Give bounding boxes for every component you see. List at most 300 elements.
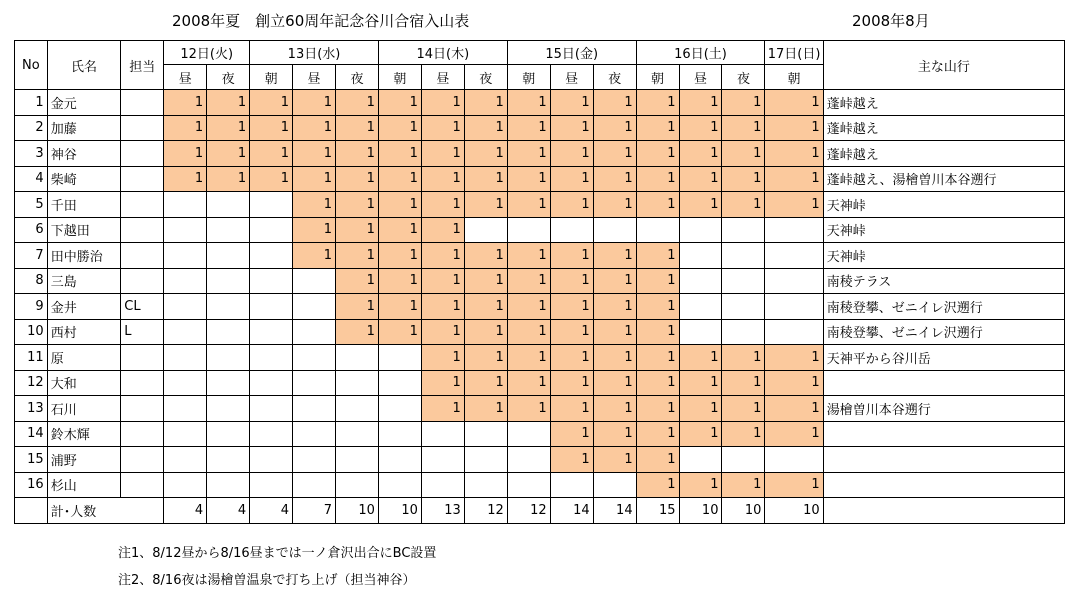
row-role: [121, 166, 164, 192]
row-name: 石川: [47, 396, 121, 422]
slot-cell: [722, 243, 765, 269]
row-name: 三島: [47, 268, 121, 294]
header-role: 担当: [121, 41, 164, 90]
slot-cell: 1: [464, 268, 507, 294]
total-cell: 12: [464, 498, 507, 524]
table-row: [15, 141, 1065, 167]
slot-cell: 1: [593, 294, 636, 320]
slot-cell: 1: [421, 396, 464, 422]
slot-cell: 1: [421, 90, 464, 116]
slot-cell: 1: [679, 370, 722, 396]
slot-cell: 1: [164, 115, 207, 141]
slot-cell: 1: [765, 370, 823, 396]
slot-cell: [335, 345, 378, 371]
slot-cell: 1: [507, 166, 550, 192]
slot-cell: 1: [636, 166, 679, 192]
slot-cell: 1: [636, 396, 679, 422]
slot-cell: 1: [636, 141, 679, 167]
row-route: 蓬峠越え、湯檜曽川本谷遡行: [823, 166, 1064, 192]
table-row: [15, 166, 1065, 192]
header-slot: 夜: [722, 65, 765, 90]
slot-cell: [164, 192, 207, 218]
slot-cell: 1: [464, 345, 507, 371]
slot-cell: 1: [593, 268, 636, 294]
slot-cell: [250, 421, 293, 447]
row-no: 16: [15, 472, 48, 498]
table-row: [15, 396, 1065, 422]
slot-cell: [464, 421, 507, 447]
slot-cell: 1: [293, 141, 336, 167]
slot-cell: 1: [507, 345, 550, 371]
row-no: 3: [15, 141, 48, 167]
page-title: 2008年夏 創立60周年記念谷川合宿入山表: [172, 12, 470, 30]
total-cell: 14: [593, 498, 636, 524]
slot-cell: 1: [507, 115, 550, 141]
table-row: [15, 90, 1065, 116]
row-route: 南稜登攀、ゼニイレ沢遡行: [823, 294, 1064, 320]
total-cell: 10: [722, 498, 765, 524]
header-slot: 夜: [207, 65, 250, 90]
total-cell: 10: [679, 498, 722, 524]
slot-cell: 1: [421, 294, 464, 320]
slot-cell: [207, 294, 250, 320]
slot-cell: 1: [464, 243, 507, 269]
slot-cell: [765, 294, 823, 320]
row-name: 神谷: [47, 141, 121, 167]
row-no: 4: [15, 166, 48, 192]
row-role: [121, 345, 164, 371]
schedule-table: [14, 40, 1065, 524]
slot-cell: 1: [550, 421, 593, 447]
row-no: 8: [15, 268, 48, 294]
row-route: 南稜登攀、ゼニイレ沢遡行: [823, 319, 1064, 345]
slot-cell: [679, 268, 722, 294]
slot-cell: 1: [164, 166, 207, 192]
slot-cell: [164, 345, 207, 371]
slot-cell: 1: [550, 243, 593, 269]
slot-cell: [765, 319, 823, 345]
table-row: [15, 319, 1065, 345]
slot-cell: [250, 192, 293, 218]
slot-cell: [164, 447, 207, 473]
table-row: [15, 217, 1065, 243]
row-role: [121, 472, 164, 498]
row-name: 柴崎: [47, 166, 121, 192]
slot-cell: 1: [550, 268, 593, 294]
slot-cell: 1: [207, 166, 250, 192]
row-route: 南稜テラス: [823, 268, 1064, 294]
total-cell: 10: [335, 498, 378, 524]
slot-cell: 1: [507, 396, 550, 422]
slot-cell: 1: [722, 166, 765, 192]
slot-cell: 1: [636, 447, 679, 473]
row-name: 浦野: [47, 447, 121, 473]
slot-cell: 1: [636, 345, 679, 371]
slot-cell: 1: [550, 115, 593, 141]
slot-cell: 1: [679, 115, 722, 141]
slot-cell: 1: [679, 421, 722, 447]
slot-cell: 1: [636, 370, 679, 396]
slot-cell: [207, 243, 250, 269]
slot-cell: 1: [378, 243, 421, 269]
slot-cell: 1: [593, 192, 636, 218]
row-route: 蓬峠越え: [823, 141, 1064, 167]
slot-cell: [765, 243, 823, 269]
header-no: No: [15, 41, 48, 90]
header-day: 13日(水): [250, 41, 379, 65]
table-row: [15, 447, 1065, 473]
slot-cell: 1: [722, 192, 765, 218]
slot-cell: 1: [550, 396, 593, 422]
slot-cell: 1: [507, 243, 550, 269]
table-row: [15, 243, 1065, 269]
slot-cell: 1: [464, 294, 507, 320]
slot-cell: 1: [550, 166, 593, 192]
slot-cell: [679, 217, 722, 243]
slot-cell: 1: [293, 90, 336, 116]
slot-cell: 1: [593, 421, 636, 447]
slot-cell: 1: [507, 268, 550, 294]
slot-cell: [722, 268, 765, 294]
slot-cell: 1: [164, 90, 207, 116]
row-route: 天神平から谷川岳: [823, 345, 1064, 371]
totals-route-blank: [823, 498, 1064, 524]
slot-cell: [421, 421, 464, 447]
slot-cell: 1: [593, 370, 636, 396]
slot-cell: [421, 447, 464, 473]
table-body: [15, 90, 1065, 524]
slot-cell: 1: [679, 166, 722, 192]
slot-cell: [335, 472, 378, 498]
slot-cell: 1: [335, 243, 378, 269]
row-role: [121, 141, 164, 167]
slot-cell: 1: [593, 345, 636, 371]
slot-cell: 1: [250, 115, 293, 141]
slot-cell: [164, 294, 207, 320]
slot-cell: [293, 370, 336, 396]
header-slot: 昼: [421, 65, 464, 90]
slot-cell: [207, 345, 250, 371]
slot-cell: [335, 370, 378, 396]
slot-cell: [164, 421, 207, 447]
slot-cell: 1: [250, 166, 293, 192]
slot-cell: 1: [765, 345, 823, 371]
total-cell: 12: [507, 498, 550, 524]
slot-cell: 1: [722, 345, 765, 371]
slot-cell: 1: [464, 319, 507, 345]
slot-cell: [250, 243, 293, 269]
slot-cell: [722, 217, 765, 243]
slot-cell: 1: [250, 90, 293, 116]
slot-cell: 1: [378, 141, 421, 167]
row-role: [121, 217, 164, 243]
slot-cell: [207, 472, 250, 498]
slot-cell: 1: [378, 90, 421, 116]
slot-cell: [722, 294, 765, 320]
slot-cell: 1: [421, 115, 464, 141]
slot-cell: [164, 472, 207, 498]
slot-cell: 1: [293, 166, 336, 192]
slot-cell: 1: [335, 192, 378, 218]
slot-cell: 1: [207, 115, 250, 141]
slot-cell: [593, 217, 636, 243]
slot-cell: 1: [421, 141, 464, 167]
header-day: 17日(日): [765, 41, 823, 65]
slot-cell: 1: [421, 217, 464, 243]
slot-cell: [679, 243, 722, 269]
slot-cell: [679, 319, 722, 345]
document-date: 2008年8月: [852, 12, 930, 30]
slot-cell: 1: [765, 421, 823, 447]
slot-cell: 1: [378, 268, 421, 294]
slot-cell: [507, 472, 550, 498]
slot-cell: 1: [464, 396, 507, 422]
slot-cell: [207, 192, 250, 218]
slot-cell: 1: [593, 166, 636, 192]
slot-cell: 1: [378, 294, 421, 320]
slot-cell: [207, 268, 250, 294]
row-no: 12: [15, 370, 48, 396]
table-row: [15, 294, 1065, 320]
slot-cell: 1: [293, 192, 336, 218]
row-route: 蓬峠越え: [823, 90, 1064, 116]
slot-cell: [378, 447, 421, 473]
slot-cell: 1: [550, 447, 593, 473]
row-no: 9: [15, 294, 48, 320]
slot-cell: [722, 447, 765, 473]
totals-row: [15, 498, 1065, 524]
slot-cell: [164, 217, 207, 243]
header-slot: 昼: [164, 65, 207, 90]
slot-cell: 1: [765, 396, 823, 422]
slot-cell: 1: [378, 192, 421, 218]
row-route: [823, 421, 1064, 447]
slot-cell: 1: [593, 319, 636, 345]
slot-cell: 1: [507, 294, 550, 320]
slot-cell: [421, 472, 464, 498]
slot-cell: 1: [464, 370, 507, 396]
slot-cell: [765, 447, 823, 473]
slot-cell: 1: [765, 192, 823, 218]
slot-cell: 1: [679, 396, 722, 422]
header-slot: 朝: [507, 65, 550, 90]
row-route: 天神峠: [823, 217, 1064, 243]
slot-cell: [765, 217, 823, 243]
slot-cell: 1: [421, 370, 464, 396]
row-name: 鈴木輝: [47, 421, 121, 447]
slot-cell: [250, 447, 293, 473]
slot-cell: [293, 345, 336, 371]
slot-cell: 1: [464, 115, 507, 141]
row-role: CL: [121, 294, 164, 320]
header-slot: 朝: [250, 65, 293, 90]
slot-cell: 1: [421, 345, 464, 371]
slot-cell: 1: [636, 268, 679, 294]
slot-cell: [207, 370, 250, 396]
slot-cell: 1: [335, 294, 378, 320]
slot-cell: 1: [722, 421, 765, 447]
slot-cell: 1: [593, 447, 636, 473]
slot-cell: 1: [378, 319, 421, 345]
row-no: 15: [15, 447, 48, 473]
slot-cell: 1: [550, 294, 593, 320]
total-cell: 15: [636, 498, 679, 524]
slot-cell: 1: [464, 90, 507, 116]
slot-cell: 1: [765, 141, 823, 167]
slot-cell: 1: [550, 345, 593, 371]
slot-cell: [293, 396, 336, 422]
slot-cell: 1: [593, 115, 636, 141]
row-name: 西村: [47, 319, 121, 345]
slot-cell: 1: [293, 243, 336, 269]
header-slot: 朝: [765, 65, 823, 90]
total-cell: 13: [421, 498, 464, 524]
header-slot: 昼: [550, 65, 593, 90]
slot-cell: [207, 396, 250, 422]
slot-cell: 1: [722, 115, 765, 141]
header-slot: 昼: [679, 65, 722, 90]
row-no: 6: [15, 217, 48, 243]
slot-cell: [464, 217, 507, 243]
slot-cell: [550, 472, 593, 498]
row-route: [823, 472, 1064, 498]
slot-cell: 1: [679, 345, 722, 371]
slot-cell: [164, 268, 207, 294]
total-cell: 4: [164, 498, 207, 524]
totals-label: 計･人数: [47, 498, 164, 524]
slot-cell: [207, 217, 250, 243]
slot-cell: 1: [335, 90, 378, 116]
row-name: 金井: [47, 294, 121, 320]
slot-cell: 1: [636, 90, 679, 116]
row-name: 大和: [47, 370, 121, 396]
slot-cell: 1: [636, 115, 679, 141]
slot-cell: [164, 243, 207, 269]
slot-cell: 1: [550, 370, 593, 396]
slot-cell: [507, 447, 550, 473]
header-name: 氏名: [47, 41, 121, 90]
slot-cell: [722, 319, 765, 345]
slot-cell: 1: [464, 192, 507, 218]
slot-cell: [293, 421, 336, 447]
slot-cell: [378, 421, 421, 447]
slot-cell: 1: [378, 166, 421, 192]
slot-cell: 1: [636, 192, 679, 218]
slot-cell: [250, 268, 293, 294]
header-day: 16日(土): [636, 41, 765, 65]
slot-cell: [250, 370, 293, 396]
slot-cell: [550, 217, 593, 243]
slot-cell: 1: [335, 319, 378, 345]
slot-cell: 1: [335, 115, 378, 141]
row-name: 金元: [47, 90, 121, 116]
row-route: 湯檜曽川本谷遡行: [823, 396, 1064, 422]
slot-cell: [464, 472, 507, 498]
header-day: 12日(火): [164, 41, 250, 65]
slot-cell: [765, 268, 823, 294]
slot-cell: [164, 319, 207, 345]
slot-cell: 1: [636, 421, 679, 447]
slot-cell: 1: [593, 243, 636, 269]
slot-cell: 1: [250, 141, 293, 167]
row-role: [121, 370, 164, 396]
slot-cell: 1: [636, 319, 679, 345]
table-row: [15, 472, 1065, 498]
slot-cell: 1: [378, 217, 421, 243]
slot-cell: 1: [722, 472, 765, 498]
slot-cell: [507, 421, 550, 447]
row-route: [823, 370, 1064, 396]
row-no: 2: [15, 115, 48, 141]
row-name: 田中勝治: [47, 243, 121, 269]
row-route: [823, 447, 1064, 473]
row-role: [121, 421, 164, 447]
slot-cell: [250, 217, 293, 243]
slot-cell: 1: [421, 166, 464, 192]
slot-cell: [507, 217, 550, 243]
slot-cell: 1: [593, 90, 636, 116]
table-row: [15, 115, 1065, 141]
slot-cell: 1: [765, 166, 823, 192]
slot-cell: [293, 268, 336, 294]
total-cell: 10: [378, 498, 421, 524]
header-slot: 朝: [378, 65, 421, 90]
slot-cell: [293, 294, 336, 320]
row-role: [121, 396, 164, 422]
slot-cell: [464, 447, 507, 473]
slot-cell: 1: [507, 319, 550, 345]
total-cell: 14: [550, 498, 593, 524]
slot-cell: [250, 345, 293, 371]
slot-cell: [378, 345, 421, 371]
slot-cell: 1: [335, 166, 378, 192]
row-name: 加藤: [47, 115, 121, 141]
slot-cell: 1: [550, 192, 593, 218]
row-role: [121, 243, 164, 269]
row-no: 7: [15, 243, 48, 269]
slot-cell: 1: [464, 166, 507, 192]
header-slot: 夜: [464, 65, 507, 90]
note-2: 注2、8/16夜は湯檜曽温泉で打ち上げ（担当神谷）: [118, 573, 416, 588]
slot-cell: 1: [722, 90, 765, 116]
row-role: [121, 192, 164, 218]
total-cell: 7: [293, 498, 336, 524]
row-route: 天神峠: [823, 192, 1064, 218]
slot-cell: [378, 370, 421, 396]
slot-cell: 1: [421, 192, 464, 218]
total-cell: 4: [250, 498, 293, 524]
slot-cell: 1: [335, 217, 378, 243]
slot-cell: 1: [550, 90, 593, 116]
slot-cell: [207, 447, 250, 473]
row-name: 原: [47, 345, 121, 371]
table-row: [15, 268, 1065, 294]
slot-cell: 1: [593, 141, 636, 167]
header-slot: 夜: [593, 65, 636, 90]
slot-cell: [636, 217, 679, 243]
slot-cell: 1: [207, 90, 250, 116]
slot-cell: [679, 447, 722, 473]
note-1: 注1、8/12昼から8/16昼までは一ノ倉沢出合にBC設置: [118, 546, 437, 561]
slot-cell: 1: [421, 319, 464, 345]
slot-cell: [293, 472, 336, 498]
table-row: [15, 192, 1065, 218]
table-row: [15, 370, 1065, 396]
table-row: [15, 345, 1065, 371]
slot-cell: 1: [679, 472, 722, 498]
slot-cell: 1: [507, 370, 550, 396]
slot-cell: [207, 421, 250, 447]
